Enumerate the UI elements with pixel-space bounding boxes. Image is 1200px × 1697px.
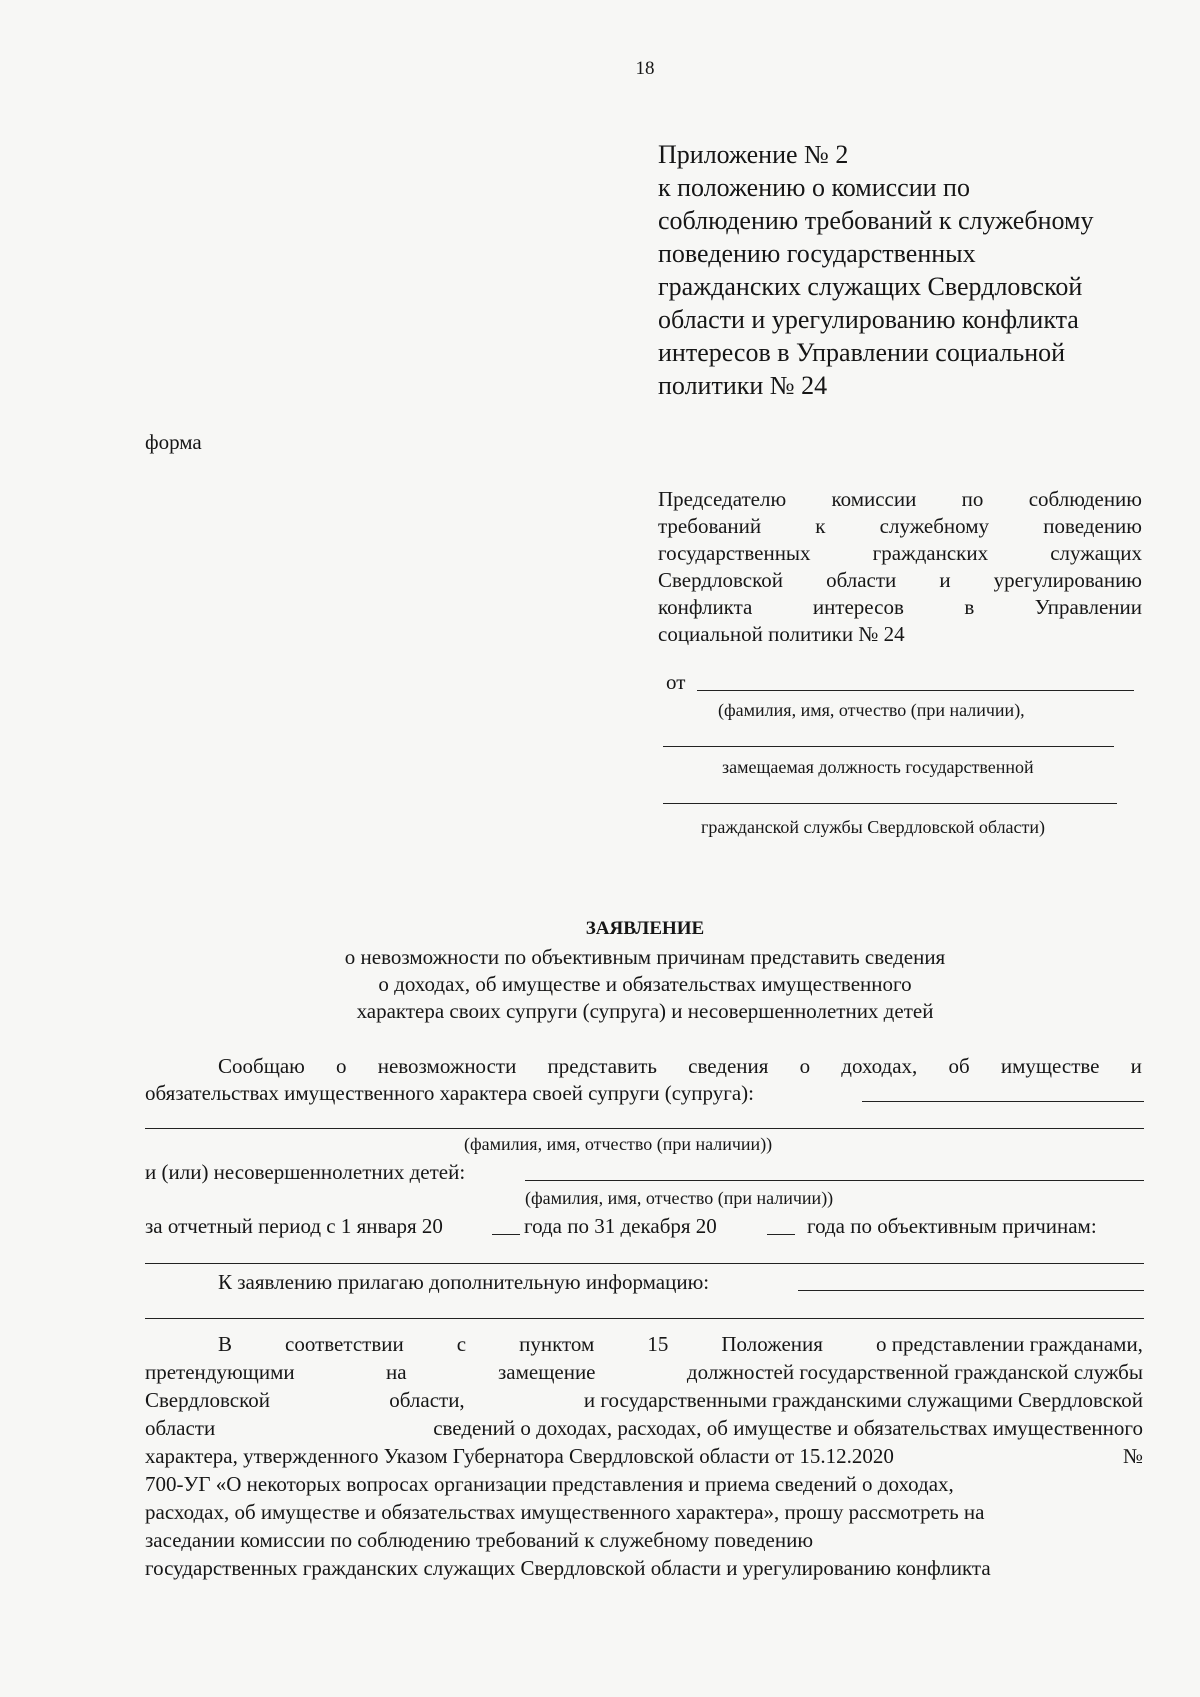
children-label: и (или) несовершеннолетних детей: [145, 1160, 466, 1184]
word: доходах, [841, 1054, 918, 1078]
word: в [964, 595, 975, 619]
word: Положения [721, 1332, 823, 1356]
paragraph-line [145, 1526, 1143, 1554]
word: 15 [647, 1332, 669, 1356]
word: по [961, 487, 984, 511]
word: социальной политики № 24 [658, 622, 905, 646]
appendix-line: интересов в Управлении социальной [658, 338, 1066, 367]
subject-line-2: о доходах, об имуществе и обязательствах имущественного [378, 972, 912, 996]
appendix-line: соблюдению требований к служебному [658, 206, 1094, 235]
word: характера, утвержденного Указом Губернатора Свердловской области от 15.12.2020 [145, 1444, 894, 1468]
subject-line-1: о невозможности по объективным причинам представить сведения [344, 945, 946, 969]
word: невозможности [377, 1054, 517, 1078]
paragraph-line [145, 1386, 1143, 1414]
word: заседании комиссии по соблюдению требований к служебному поведению [145, 1528, 814, 1552]
word: имуществе [1000, 1054, 1100, 1078]
children-field[interactable] [525, 1180, 1144, 1181]
appendix-line: гражданских служащих Свердловской [658, 272, 1083, 301]
statement-line-2: обязательствах имущественного характера своей супруги (супруга): [145, 1081, 755, 1105]
paragraph-line [145, 1554, 1143, 1582]
spouse-field-a[interactable] [862, 1101, 1144, 1102]
word: гражданских [872, 541, 989, 565]
addressee-line [658, 540, 1142, 567]
position-field[interactable] [663, 746, 1114, 747]
addressee-line [658, 621, 1142, 648]
page-number: 18 [635, 58, 655, 79]
word: Свердловской [658, 568, 783, 592]
word: области, [389, 1388, 465, 1412]
word: на [386, 1360, 407, 1384]
spouse-field-b[interactable] [145, 1128, 1144, 1129]
appendix-line: Приложение № 2 [658, 140, 849, 169]
word: государственных гражданских служащих Свердловской области и урегулированию конфликта [145, 1556, 991, 1580]
reasons-field[interactable] [145, 1263, 1144, 1264]
word: требований [658, 514, 762, 538]
word: сведения [688, 1054, 769, 1078]
word: сведений о доходах, расходах, об имуществе и обязательствах имущественного [433, 1416, 1143, 1440]
word: области [826, 568, 897, 592]
from-name-field[interactable] [697, 690, 1134, 691]
position-hint: замещаемая должность государственной [722, 757, 1034, 777]
word: № [1122, 1444, 1143, 1468]
addressee-line [658, 513, 1142, 540]
word: соблюдению [1028, 487, 1142, 511]
spouse-hint: (фамилия, имя, отчество (при наличии)) [464, 1134, 773, 1154]
appendix-line: к положению о комиссии по [658, 173, 970, 202]
from-name-hint: (фамилия, имя, отчество (при наличии), [718, 700, 1025, 720]
word: с [456, 1332, 467, 1356]
main-paragraph [145, 1330, 1143, 1582]
word: о [336, 1054, 347, 1078]
word: должностей государственной гражданской службы [686, 1360, 1143, 1384]
service-field[interactable] [663, 803, 1117, 804]
heading-text: ЗАЯВЛЕНИЕ [585, 918, 705, 939]
form-label: форма [145, 430, 202, 454]
subject-line-3: характера своих супруги (супруга) и несовершеннолетних детей [356, 999, 934, 1023]
word: области [145, 1416, 216, 1440]
appendix-line: области и урегулированию конфликта [658, 305, 1079, 334]
word: служащих [1050, 541, 1142, 565]
word: и государственными гражданскими служащими Свердловской [583, 1388, 1143, 1412]
word: представить [547, 1054, 657, 1078]
word: Сообщаю [218, 1054, 305, 1078]
word: служебному [879, 514, 990, 538]
period-end-year-field[interactable] [767, 1234, 795, 1235]
word: пунктом [519, 1332, 595, 1356]
word: к [815, 514, 826, 538]
word: В [218, 1332, 233, 1356]
from-label: от [666, 670, 686, 694]
paragraph-line [145, 1358, 1143, 1386]
period-part-2: года по 31 декабря 20 [524, 1214, 717, 1238]
word: о [799, 1054, 811, 1078]
word: интересов [812, 595, 904, 619]
period-part-3: года по объективным причинам: [807, 1214, 1097, 1238]
paragraph-line [145, 1414, 1143, 1442]
addressee-line [658, 594, 1142, 621]
word: урегулированию [993, 568, 1142, 592]
word: 700-УГ «О некоторых вопросах организации представления и приема сведений о доходах, [145, 1472, 954, 1496]
children-hint: (фамилия, имя, отчество (при наличии)) [525, 1188, 834, 1208]
service-hint: гражданской службы Свердловской области) [701, 817, 1046, 837]
word: о представлении гражданами, [875, 1332, 1143, 1356]
word: претендующими [145, 1360, 295, 1384]
word: и [1130, 1054, 1142, 1078]
paragraph-line [145, 1442, 1143, 1470]
addressee-line [658, 567, 1142, 594]
word: конфликта [658, 595, 753, 619]
word: государственных [658, 541, 811, 565]
statement-line-1 [218, 1054, 1142, 1079]
word: соответствии [285, 1332, 404, 1356]
appendix-line: поведению государственных [658, 239, 976, 268]
paragraph-line [145, 1470, 1143, 1498]
paragraph-line [145, 1498, 1143, 1526]
word: поведению [1043, 514, 1142, 538]
attach-label: К заявлению прилагаю дополнительную информацию: [218, 1270, 710, 1294]
attach-field-b[interactable] [145, 1318, 1144, 1319]
appendix-header [658, 138, 1093, 402]
word: Управлении [1034, 595, 1142, 619]
word: Председателю [658, 487, 787, 511]
addressee-line [658, 486, 1142, 513]
addressee-block [658, 486, 1142, 648]
paragraph-line [145, 1330, 1143, 1358]
word: и [939, 568, 951, 592]
word: замещение [497, 1360, 596, 1384]
appendix-line: политики № 24 [658, 371, 828, 400]
word: расходах, об имуществе и обязательствах имущественного характера», прошу рассмотреть на [145, 1500, 985, 1524]
word: об [948, 1054, 970, 1078]
word: комиссии [831, 487, 917, 511]
word: Свердловской [145, 1388, 270, 1412]
attach-field-a[interactable] [798, 1290, 1144, 1291]
period-part-1: за отчетный период с 1 января 20 [145, 1214, 443, 1238]
period-start-year-field[interactable] [492, 1234, 520, 1235]
document-heading [0, 918, 1200, 940]
